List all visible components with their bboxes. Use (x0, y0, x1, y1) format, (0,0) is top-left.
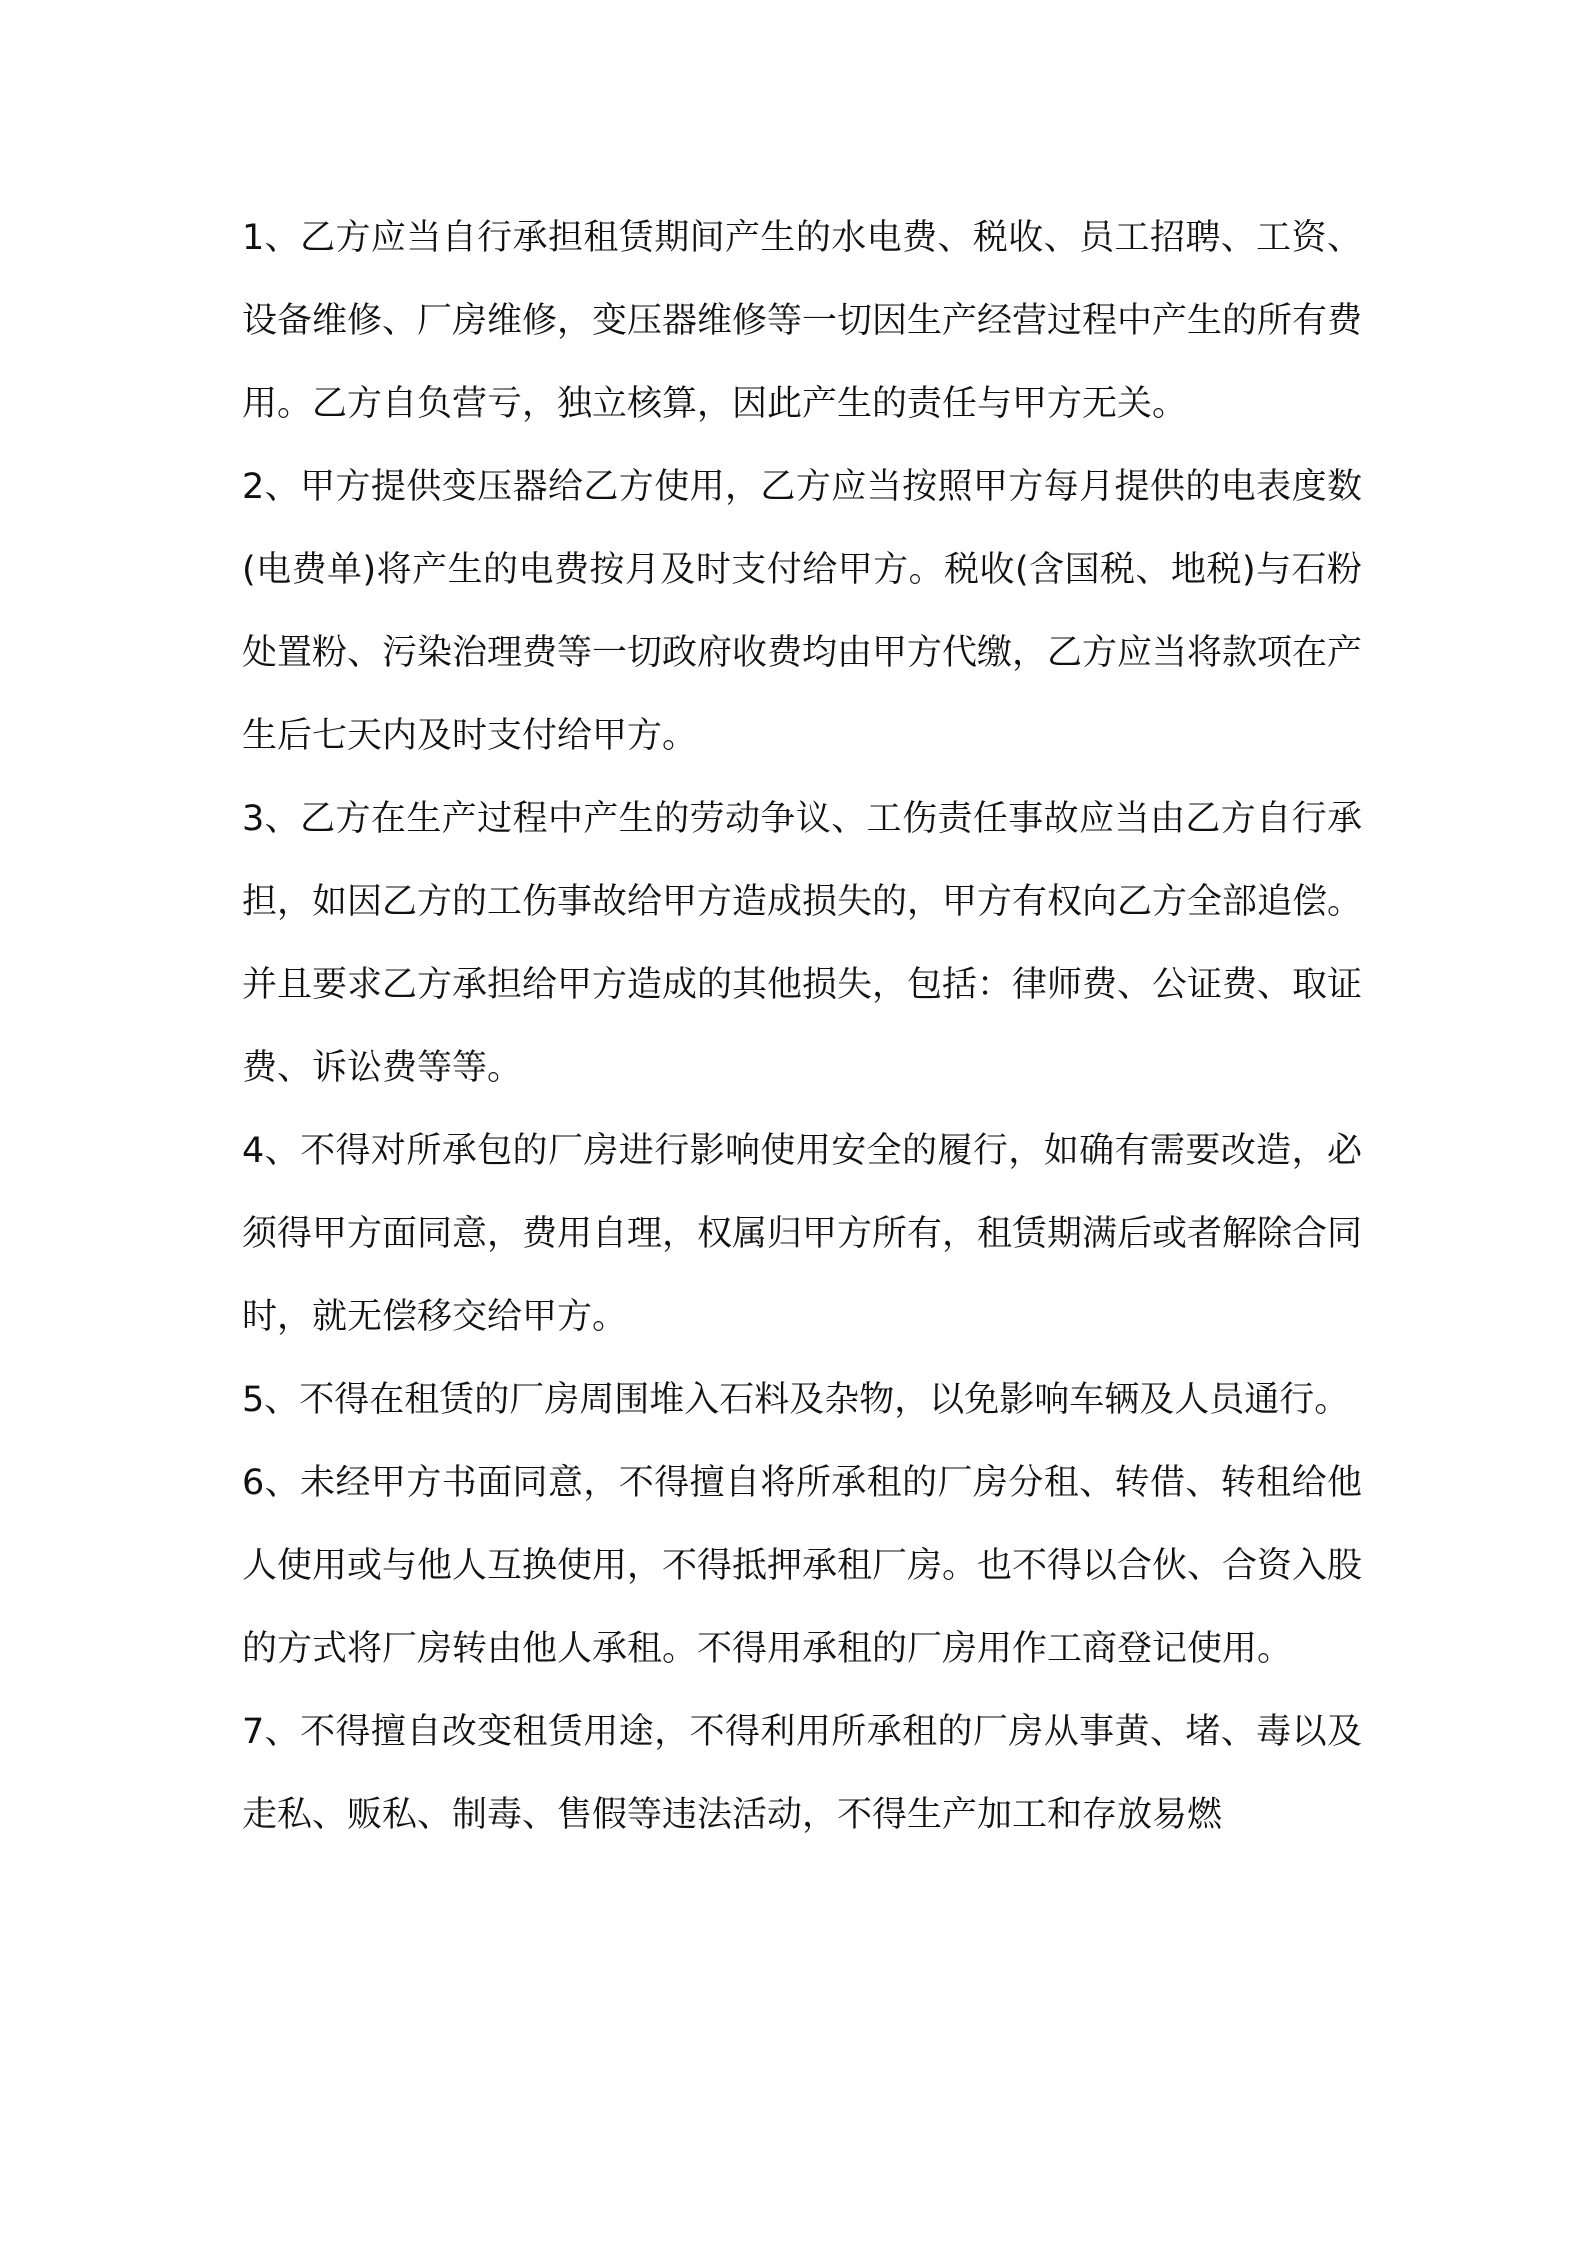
clause-6: 6、未经甲方书面同意，不得擅自将所承租的厂房分租、转借、转租给他人使用或与他人互换使用，不得抵押承租厂房。也不得以合伙、合资入股的方式将厂房转由他人承租。不得用承租的厂房用作工商登记使用。 (242, 1463, 1363, 1669)
clause-1: 1、乙方应当自行承担租赁期间产生的水电费、税收、员工招聘、工资、设备维修、厂房维修，变压器维修等一切因生产经营过程中产生的所有费用。乙方自负营亏，独立核算，因此产生的责任与甲方无关。 (242, 218, 1363, 424)
clause-7: 7、不得擅自改变租赁用途，不得利用所承租的厂房从事黄、堵、毒以及走私、贩私、制毒、售假等违法活动，不得生产加工和存放易燃 (242, 1712, 1362, 1835)
clause-3: 3、乙方在生产过程中产生的劳动争议、工伤责任事故应当由乙方自行承担，如因乙方的工伤事故给甲方造成损失的，甲方有权向乙方全部追偿。并且要求乙方承担给甲方造成的其他损失，包括：律师费、公证费、取证费、诉讼费等等。 (242, 799, 1363, 1088)
contract-clauses (242, 197, 1362, 1857)
clause-5: 5、不得在租赁的厂房周围堆入石料及杂物，以免影响车辆及人员通行。 (242, 1380, 1350, 1420)
clause-4: 4、不得对所承包的厂房进行影响使用安全的履行，如确有需要改造，必须得甲方面同意，费用自理，权属归甲方所有，租赁期满后或者解除合同时，就无偿移交给甲方。 (242, 1131, 1363, 1337)
clause-2: 2、甲方提供变压器给乙方使用，乙方应当按照甲方每月提供的电表度数(电费单)将产生的电费按月及时支付给甲方。税收(含国税、地税)与石粉处置粉、污染治理费等一切政府收费均由甲方代缴，乙方应当将款项在产生后七天内及时支付给甲方。 (242, 467, 1363, 756)
